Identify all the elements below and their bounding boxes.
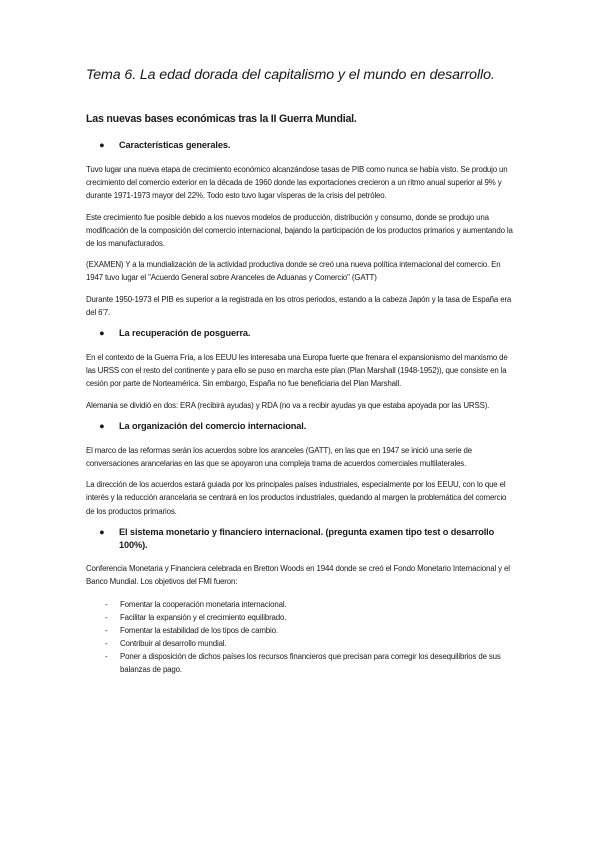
list-item: - Contribuir al desarrollo mundial. [105, 639, 227, 649]
bullet-heading-comercio [99, 420, 516, 433]
bullet-heading-sistema-monetario [99, 526, 516, 552]
list-item: - Poner a disposición de dichos países los recursos financieros que precisan para corregir los desequilibrios de sus balanzas de pago. [105, 652, 501, 675]
paragraph: La dirección de los acuerdos estará guiada por los principales países industriales, especialmente por los EEUU, con lo que el interés y la reducción arancelaria se centrará en los productos industriales, quedando al margen la problemática del comercio de los productos primarios. [86, 480, 507, 516]
dash-icon: - [105, 600, 108, 610]
list-item: - Fomentar la estabilidad de los tipos de cambio. [105, 626, 278, 636]
paragraph: Tuvo lugar una nueva etapa de crecimiento económico alcanzándose tasas de PIB como nunca se había visto. Se produjo un crecimiento del comercio exterior en la década de 1960 donde las exportaciones crecieron a un ritmo anual superior al 9% y durante 1971-1973 mayor del 22%. Todo esto tuvo lugar vísperas de la crisis del petróleo. [86, 165, 508, 201]
list-item: - Fomentar la cooperación monetaria internacional. [105, 600, 287, 610]
dash-icon: - [105, 613, 108, 623]
fmi-objectives-list [105, 598, 516, 676]
document-page [86, 66, 516, 676]
paragraph: El marco de las reformas serán los acuerdos sobre los aranceles (GATT), en las que en 1947 se inició una serie de conversaciones arancelarias en las que se apoyaron una compleja trama de acuerdos comerciales multilaterales. [86, 445, 472, 469]
bullet-icon: ● [99, 420, 105, 431]
paragraph: Conferencia Monetaria y Financiera celebrada en Bretton Woods en 1944 donde se creó el Fondo Monetario Internacional y el Banco Mundial. Los objetivos del FMI fueron: [86, 563, 510, 587]
paragraph: Durante 1950-1973 el PIB es superior a la registrada en los otros periodos, estando a la cabeza Japón y la tasa de España era del 6'7. [86, 294, 512, 317]
section-title: Las nuevas bases económicas tras la II Guerra Mundial. [86, 113, 357, 125]
paragraph: (EXAMEN) Y a la mundialización de la actividad productiva donde se creó una nueva política internacional del comercio. En 1947 tuvo lugar el "Acuerdo General sobre Aranceles de Aduanas y Comercio" (GATT) [86, 260, 501, 283]
document-title: Tema 6. La edad dorada del capitalismo y el mundo en desarrollo. [86, 67, 495, 83]
bullet-icon: ● [99, 328, 105, 339]
dash-icon: - [105, 639, 108, 649]
bullet-heading-caracteristicas [99, 139, 516, 152]
paragraph: Este crecimiento fue posible debido a los nuevos modelos de producción, distribución y consumo, donde se produjo una modificación de la composición del comercio internacional, bajando la participación de los productos primarios y aumentando la de los manufacturados. [86, 212, 513, 249]
bullet-label: El sistema monetario y financiero internacional. (pregunta examen tipo test o desarrollo 100%). [119, 526, 495, 550]
paragraph: Alemania se dividió en dos: ERA (recibirá ayudas) y RDA (no va a recibir ayudas ya que estaba apoyada por las URSS). [86, 400, 490, 410]
bullet-heading-recuperacion [99, 327, 516, 340]
dash-icon: - [105, 652, 108, 662]
bullet-label: Características generales. [119, 140, 231, 150]
bullet-icon: ● [99, 526, 105, 537]
dash-icon: - [105, 626, 108, 636]
list-item: - Facilitar la expansión y el crecimiento equilibrado. [105, 613, 287, 623]
bullet-label: La recuperación de posguerra. [119, 328, 251, 339]
paragraph: En el contexto de la Guerra Fría, a los EEUU les interesaba una Europa fuerte que frenara el expansionismo del marxismo de las URSS con el resto del continente y para ello se puso en marcha este plan (Plan Marshall (1948-1952)), que consiste en la cesión por parte de Norteamérica. Sin embargo, España no fue beneficiaria del Plan Marshall. [86, 353, 508, 389]
bullet-label: La organización del comercio internacional. [119, 420, 307, 431]
bullet-icon: ● [99, 140, 105, 150]
